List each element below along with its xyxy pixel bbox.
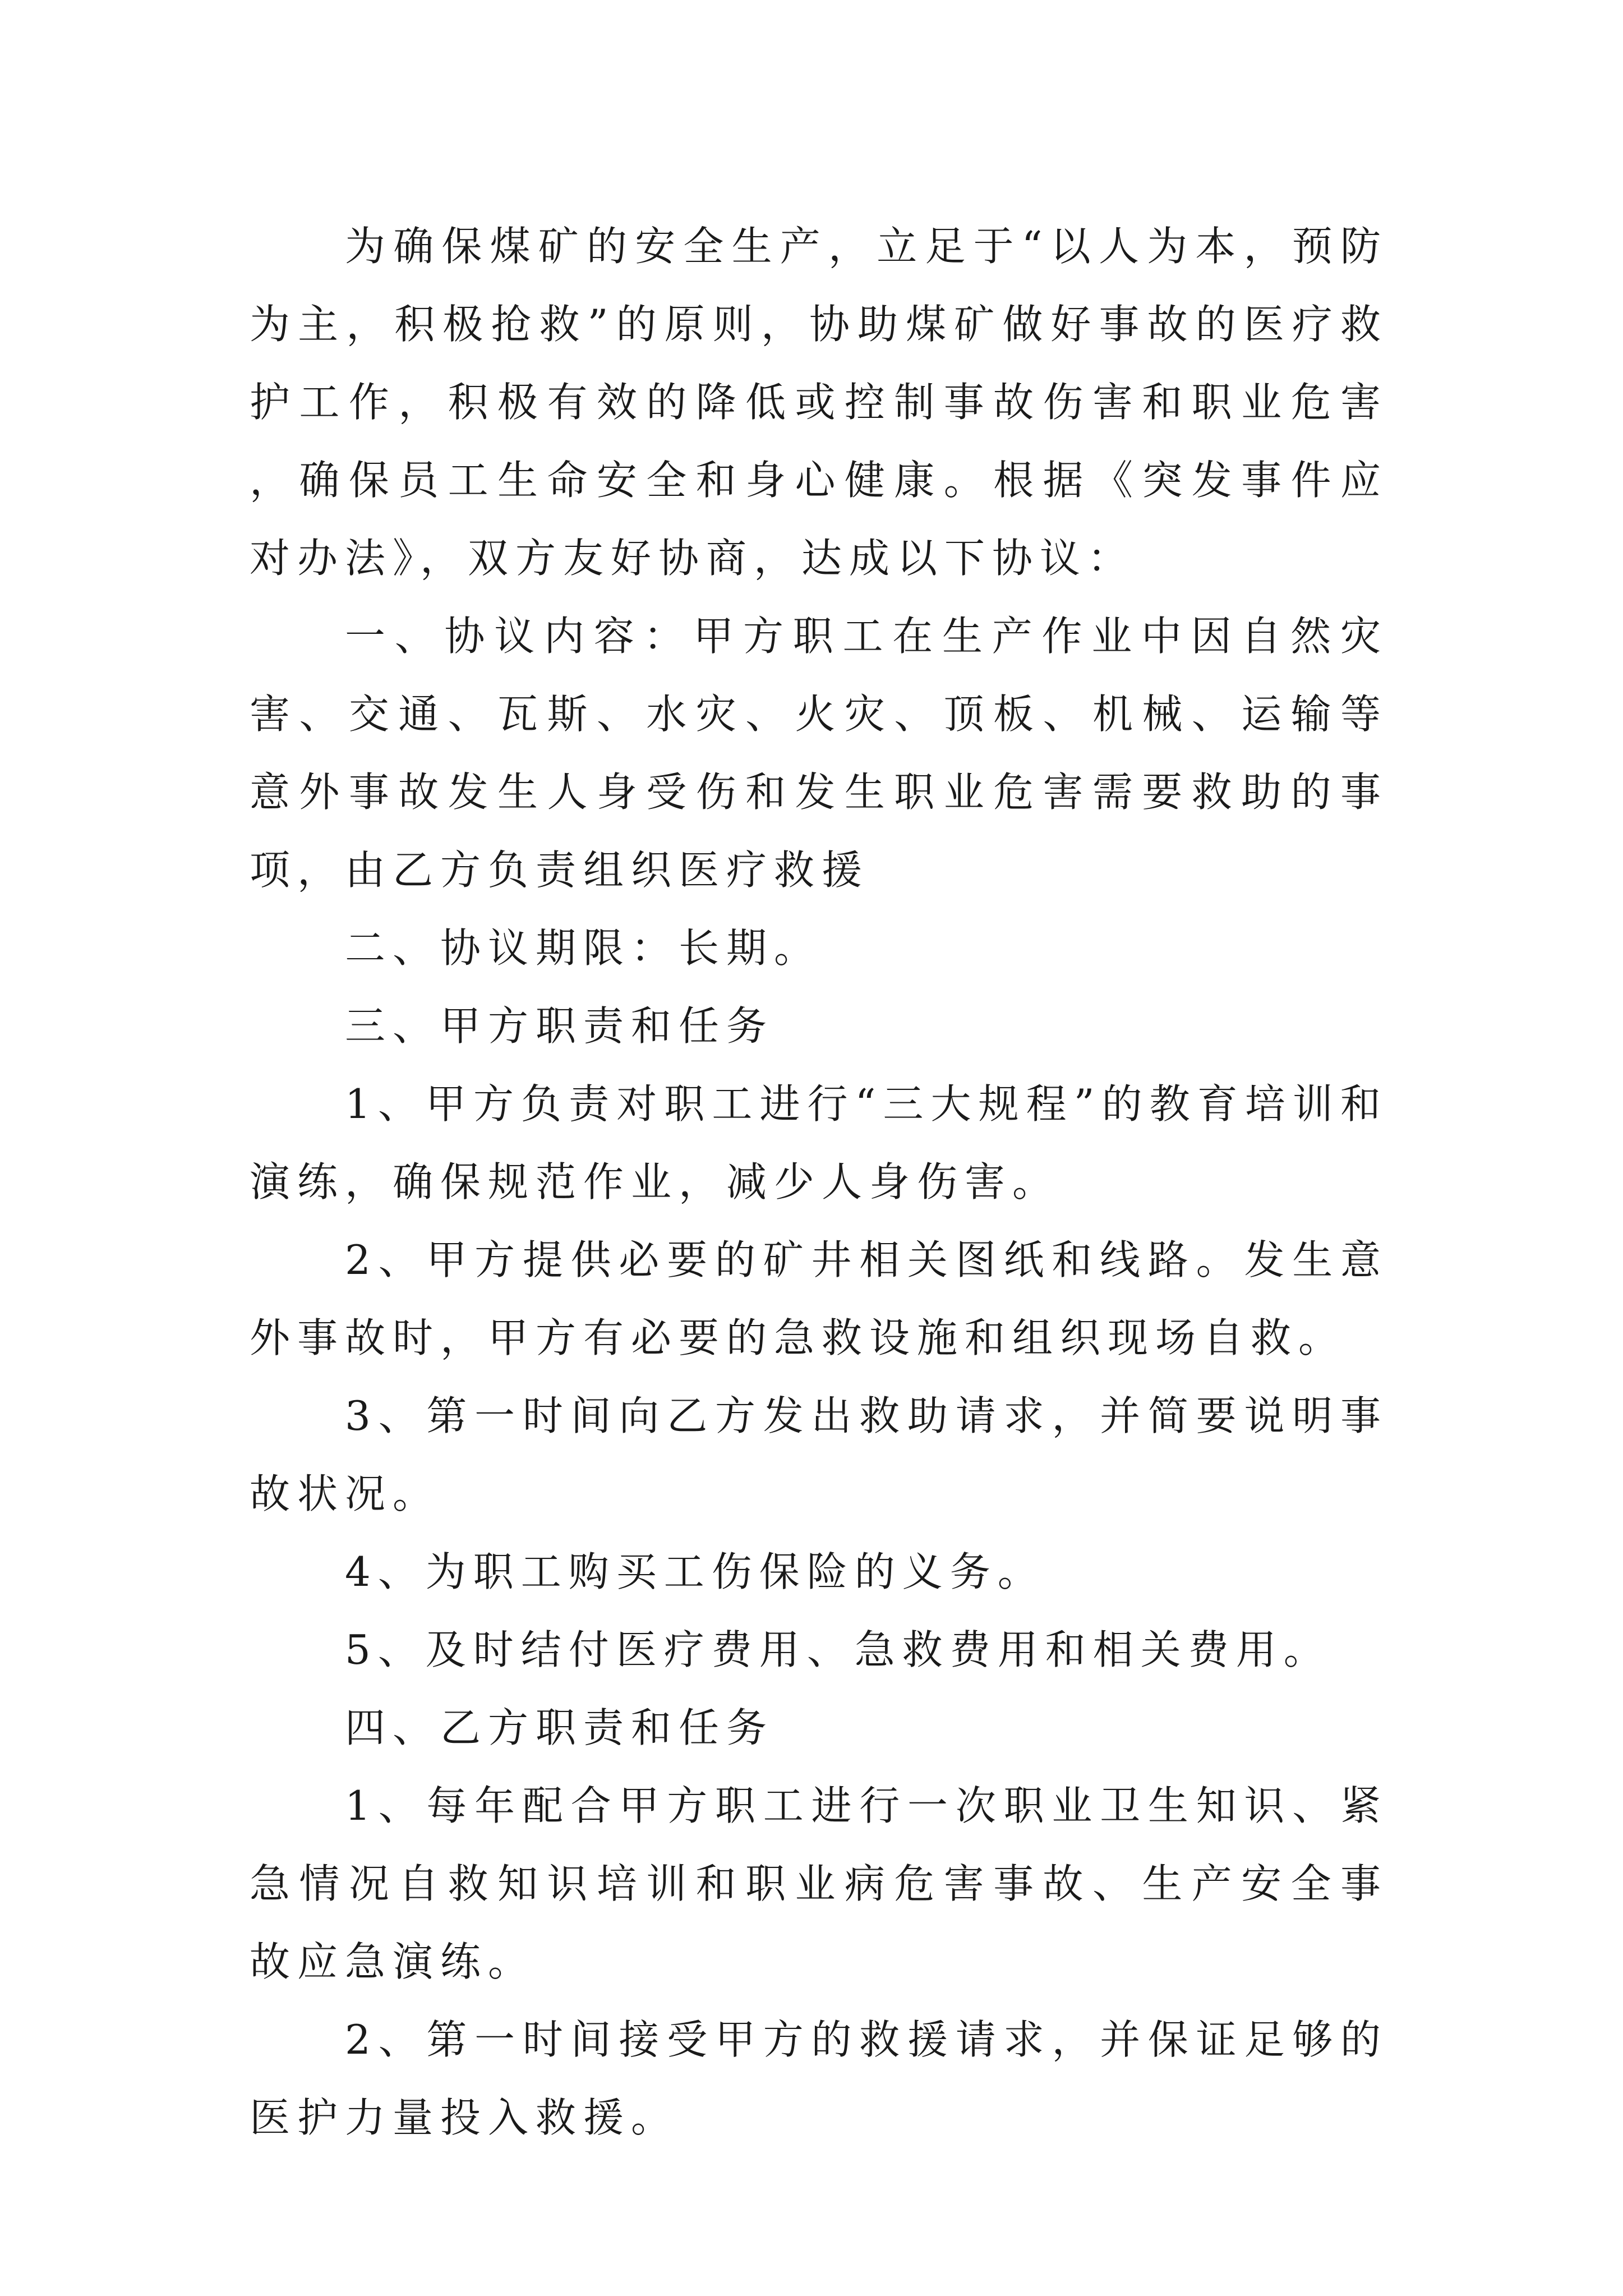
paragraph-section-2-agreement-term: 二、协议期限：长期。 [345, 924, 822, 972]
paragraph-party-b-item-2: 2、第一时间接受甲方的救援请求，并保证足够的医护力量投入救援。 [250, 2016, 1388, 2141]
document-body [250, 208, 1388, 2157]
paragraph-party-b-item-1: 1、每年配合甲方职工进行一次职业卫生知识、紧急情况自救知识培训和职业病危害事故、生产安全事故应急演练。 [250, 1782, 1388, 1985]
paragraph-party-a-item-5: 5、及时结付医疗费用、急救费用和相关费用。 [345, 1626, 1331, 1673]
paragraph-preamble: 为确保煤矿的安全生产，立足于“以人为本，预防为主，积极抢救”的原则，协助煤矿做好事故的医疗救护工作，积极有效的降低或控制事故伤害和职业危害，确保员工生命安全和身心健康。根据《突发事件应对办法》，双方友好协商，达成以下协议： [250, 223, 1388, 582]
paragraph-party-a-item-1: 1、甲方负责对职工进行“三大规程”的教育培训和演练，确保规范作业，减少人身伤害。 [250, 1080, 1388, 1205]
heading-section-3-party-a-duties: 三、甲方职责和任务 [345, 1002, 774, 1050]
paragraph-party-a-item-3: 3、第一时间向乙方发出救助请求，并简要说明事故状况。 [250, 1392, 1388, 1517]
paragraph-section-1-agreement-content: 一、协议内容：甲方职工在生产作业中因自然灾害、交通、瓦斯、水灾、火灾、顶板、机械、运输等意外事故发生人身受伤和发生职业危害需要救助的事项，由乙方负责组织医疗救援 [250, 613, 1388, 894]
paragraph-party-a-item-4: 4、为职工购买工伤保险的义务。 [345, 1548, 1045, 1595]
paragraph-party-a-item-2: 2、甲方提供必要的矿井相关图纸和线路。发生意外事故时，甲方有必要的急救设施和组织现场自救。 [250, 1236, 1388, 1361]
heading-section-4-party-b-duties: 四、乙方职责和任务 [345, 1704, 774, 1751]
